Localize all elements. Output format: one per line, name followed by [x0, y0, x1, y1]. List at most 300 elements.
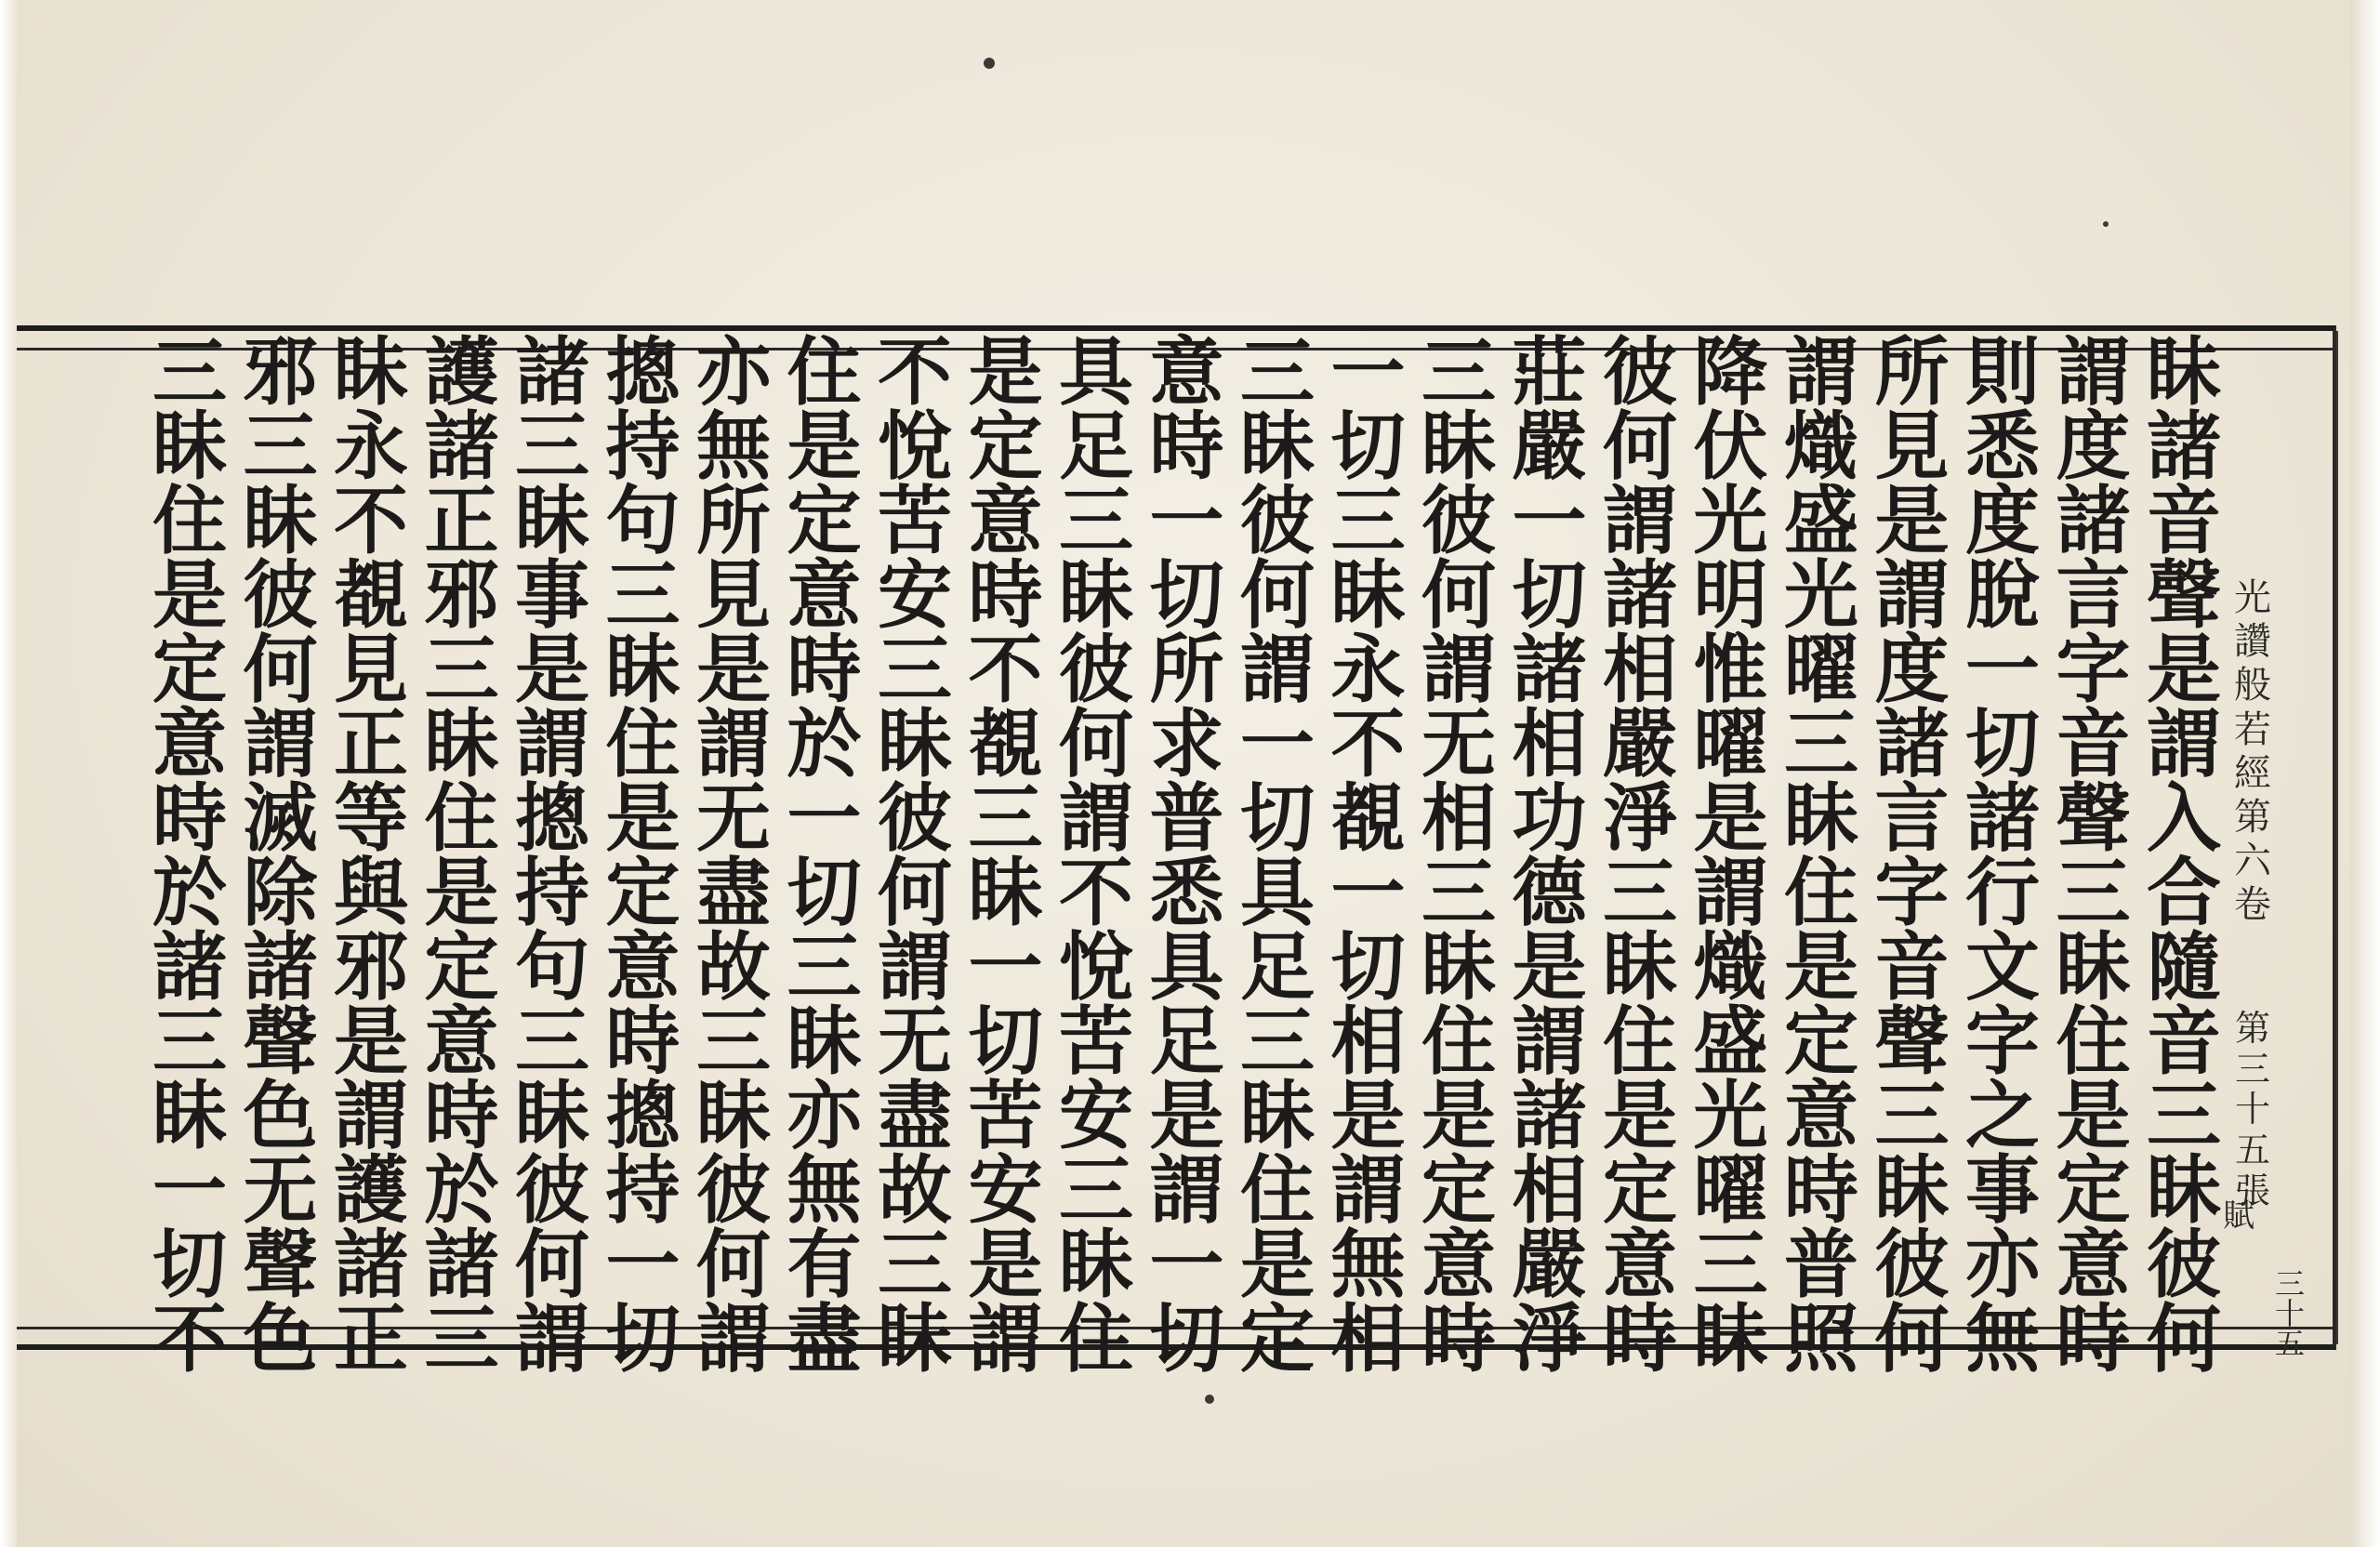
character: 是	[1784, 923, 1858, 1011]
center-fold-line	[2336, 331, 2338, 1344]
character: 眛	[1784, 774, 1858, 862]
character: 時	[1603, 1295, 1677, 1382]
character: 聲	[2147, 551, 2221, 639]
character: 所	[1149, 626, 1224, 713]
character: 謂	[243, 700, 318, 787]
character: 謂	[1059, 774, 1133, 862]
text-column	[1506, 328, 1593, 1382]
character: 字	[2056, 626, 2131, 713]
character: 苦	[878, 477, 952, 564]
character: 故	[878, 1146, 952, 1234]
character: 是	[515, 626, 589, 713]
character: 永	[1330, 626, 1406, 713]
character: 意	[605, 923, 681, 1011]
character: 時	[787, 626, 862, 713]
character: 眛	[878, 1295, 952, 1382]
character: 彼	[696, 1146, 771, 1234]
character: 求	[1149, 700, 1224, 787]
character: 是	[1149, 1072, 1224, 1159]
character: 正	[334, 1295, 408, 1382]
character: 眛	[243, 477, 318, 564]
character: 德	[1512, 849, 1587, 936]
text-column	[1778, 328, 1865, 1382]
character: 謂	[515, 1295, 589, 1382]
character: 不	[1330, 700, 1406, 787]
character: 三	[878, 1221, 952, 1308]
character: 意	[787, 551, 862, 639]
text-column	[1144, 328, 1231, 1382]
character: 三	[515, 403, 589, 490]
character: 相	[1421, 774, 1496, 862]
character: 眛	[1421, 403, 1496, 490]
character: 三	[1784, 700, 1858, 787]
character: 意	[968, 477, 1043, 564]
text-column	[1234, 328, 1321, 1382]
character: 三	[1874, 1072, 1950, 1159]
character: 足	[1149, 998, 1224, 1085]
character: 住	[787, 328, 862, 416]
text-column	[237, 328, 324, 1382]
character: 意	[424, 998, 499, 1085]
character: 合	[2147, 849, 2221, 936]
character: 一	[968, 923, 1043, 1011]
character: 無	[1330, 1221, 1406, 1308]
character: 眛	[152, 1072, 227, 1159]
text-column	[1415, 328, 1502, 1382]
character: 三	[515, 998, 589, 1085]
character: 悉	[1149, 849, 1224, 936]
character: 謂	[968, 1295, 1043, 1382]
character: 具	[1149, 923, 1224, 1011]
text-column	[2050, 328, 2137, 1382]
character: 三	[968, 774, 1043, 862]
character: 眛	[424, 700, 499, 787]
character: 何	[1874, 1295, 1950, 1382]
character: 度	[2056, 403, 2131, 490]
character: 彼	[2147, 1221, 2221, 1308]
character: 是	[424, 849, 499, 936]
character: 熾	[1784, 403, 1858, 490]
character: 時	[152, 774, 227, 862]
character: 曜	[1693, 1146, 1768, 1234]
character: 句	[605, 477, 681, 564]
character: 是	[1603, 1072, 1677, 1159]
character: 三	[696, 998, 771, 1085]
text-column	[600, 328, 687, 1382]
character: 一	[1512, 477, 1587, 564]
character: 亦	[696, 328, 771, 416]
character: 諸	[515, 328, 589, 416]
character: 普	[1149, 774, 1224, 862]
character: 淨	[1512, 1295, 1587, 1382]
character: 是	[968, 1221, 1043, 1308]
character: 音	[1874, 923, 1950, 1011]
character: 安	[1059, 1072, 1133, 1159]
character: 無	[696, 403, 771, 490]
character: 悅	[1059, 923, 1133, 1011]
character: 一	[605, 1221, 681, 1308]
character: 見	[696, 551, 771, 639]
character: 意	[2056, 1221, 2131, 1308]
character: 相	[1512, 1146, 1587, 1234]
character: 住	[1784, 849, 1858, 936]
character: 苦	[1059, 998, 1133, 1085]
character: 時	[1149, 403, 1224, 490]
character: 嚴	[1512, 403, 1587, 490]
character: 一	[1149, 477, 1224, 564]
character: 意	[152, 700, 227, 787]
character: 與	[334, 849, 408, 936]
character: 諸	[424, 1221, 499, 1308]
character: 嚴	[1512, 1221, 1587, 1308]
text-column	[2140, 328, 2228, 1382]
character: 三	[605, 551, 681, 639]
character: 功	[1512, 774, 1587, 862]
text-column	[781, 328, 868, 1382]
character: 是	[1330, 1072, 1406, 1159]
character: 切	[605, 1295, 681, 1382]
character: 何	[1603, 403, 1677, 490]
character: 眛	[1240, 1072, 1315, 1159]
character: 三	[152, 328, 227, 416]
character: 三	[2056, 849, 2131, 936]
character: 行	[1965, 849, 2040, 936]
character: 邪	[243, 328, 318, 416]
character: 光	[1693, 1072, 1768, 1159]
character: 亦	[1965, 1221, 2040, 1308]
character: 聲	[243, 1221, 318, 1308]
character: 亦	[787, 1072, 862, 1159]
character: 眛	[2147, 328, 2221, 416]
character: 盡	[696, 849, 771, 936]
character: 三	[152, 998, 227, 1085]
character: 一	[1240, 700, 1315, 787]
character: 諸	[1874, 700, 1950, 787]
text-column	[1325, 328, 1412, 1382]
character: 伏	[1693, 403, 1768, 490]
character: 曜	[1784, 626, 1858, 713]
character: 切	[1149, 551, 1224, 639]
character: 意	[1421, 1221, 1496, 1308]
character: 謂	[1149, 1146, 1224, 1234]
text-column	[871, 328, 959, 1382]
character: 彼	[878, 774, 952, 862]
character: 眛	[696, 1072, 771, 1159]
character: 持	[605, 403, 681, 490]
character: 除	[243, 849, 318, 936]
character: 盛	[1784, 477, 1858, 564]
character: 足	[1240, 923, 1315, 1011]
character: 定	[1240, 1295, 1315, 1382]
character: 切	[1330, 923, 1406, 1011]
character: 摠	[605, 328, 681, 416]
character: 謂	[2056, 328, 2131, 416]
character: 眛	[515, 477, 589, 564]
character: 眛	[787, 998, 862, 1085]
character: 見	[1874, 403, 1950, 490]
character: 音	[2056, 700, 2131, 787]
character: 不	[152, 1295, 227, 1382]
character: 具	[1059, 328, 1133, 416]
character: 度	[1965, 477, 2040, 564]
character: 切	[787, 849, 862, 936]
character: 色	[243, 1295, 318, 1382]
character: 是	[2147, 626, 2221, 713]
character: 三	[1240, 328, 1315, 416]
character: 住	[424, 774, 499, 862]
character: 彼	[243, 551, 318, 639]
character: 邪	[424, 551, 499, 639]
character: 脫	[1965, 551, 2040, 639]
character: 何	[1240, 551, 1315, 639]
character: 時	[424, 1072, 499, 1159]
character: 聲	[1874, 998, 1950, 1085]
character: 正	[334, 700, 408, 787]
character: 彼	[1421, 477, 1496, 564]
character: 切	[1149, 1295, 1224, 1382]
text-column	[418, 328, 506, 1382]
character: 不	[968, 626, 1043, 713]
character: 無	[787, 1146, 862, 1234]
character: 普	[1784, 1221, 1858, 1308]
character: 三	[1421, 849, 1496, 936]
character: 正	[424, 477, 499, 564]
character: 何	[1421, 551, 1496, 639]
character: 是	[2056, 1072, 2131, 1159]
character: 音	[2147, 998, 2221, 1085]
character: 護	[334, 1146, 408, 1234]
character: 不	[878, 328, 952, 416]
character: 一	[1330, 849, 1406, 936]
character: 降	[1693, 328, 1768, 416]
character: 謂	[1421, 626, 1496, 713]
ink-speck	[984, 58, 995, 69]
character: 是	[1874, 477, 1950, 564]
character: 事	[1965, 1146, 2040, 1234]
character: 不	[334, 477, 408, 564]
character: 護	[424, 328, 499, 416]
ink-speck	[2103, 221, 2109, 227]
character: 盡	[878, 1072, 952, 1159]
character: 何	[1059, 700, 1133, 787]
character: 句	[515, 923, 589, 1011]
text-column	[1687, 328, 1775, 1382]
character: 定	[968, 403, 1043, 490]
character: 一	[787, 774, 862, 862]
character: 度	[1874, 626, 1950, 713]
character: 足	[1059, 403, 1133, 490]
character: 三	[2147, 1072, 2221, 1159]
carver-mark: 賦	[2223, 1197, 2254, 1235]
character: 何	[696, 1221, 771, 1308]
character: 等	[334, 774, 408, 862]
character: 眛	[878, 700, 952, 787]
character: 是	[152, 551, 227, 639]
character: 持	[605, 1146, 681, 1234]
character: 眛	[968, 849, 1043, 936]
character: 之	[1965, 1072, 2040, 1159]
character: 無	[1965, 1295, 2040, 1382]
character: 諸	[2056, 477, 2131, 564]
character: 彼	[1059, 626, 1133, 713]
character: 意	[1603, 1221, 1677, 1308]
text-column	[1959, 328, 2046, 1382]
character: 謂	[1603, 477, 1677, 564]
character: 苦	[968, 1072, 1043, 1159]
character: 是	[968, 328, 1043, 416]
character: 三	[878, 626, 952, 713]
character: 諸	[1965, 774, 2040, 862]
character: 住	[152, 477, 227, 564]
character: 覩	[968, 700, 1043, 787]
character: 彼	[1874, 1221, 1950, 1308]
page-left-edge	[0, 0, 17, 1547]
character: 住	[1603, 998, 1677, 1085]
character: 三	[424, 1295, 499, 1382]
text-column	[1596, 328, 1684, 1382]
character: 彼	[1603, 328, 1677, 416]
character: 住	[2056, 998, 2131, 1085]
sheet-index: 三十五	[2274, 1266, 2305, 1361]
character: 三	[1603, 849, 1677, 936]
character: 是	[1421, 1072, 1496, 1159]
character: 眛	[1059, 1221, 1133, 1308]
character: 悉	[1965, 403, 2040, 490]
character: 是	[1512, 923, 1587, 1011]
character: 何	[243, 626, 318, 713]
character: 无	[696, 774, 771, 862]
character: 邪	[334, 923, 408, 1011]
character: 照	[1784, 1295, 1858, 1382]
character: 覩	[1330, 774, 1406, 862]
character: 三	[1693, 1221, 1768, 1308]
character: 无	[878, 998, 952, 1085]
character: 切	[1965, 700, 2040, 787]
character: 字	[1965, 998, 2040, 1085]
character: 何	[878, 849, 952, 936]
text-column	[509, 328, 596, 1382]
character: 音	[2147, 477, 2221, 564]
character: 盡	[787, 1295, 862, 1382]
character: 三	[1330, 477, 1406, 564]
character: 時	[2056, 1295, 2131, 1382]
character: 色	[243, 1072, 318, 1159]
character: 三	[1421, 328, 1496, 416]
character: 聲	[2056, 774, 2131, 862]
character: 一	[152, 1146, 227, 1234]
character: 是	[1693, 774, 1768, 862]
character: 切	[152, 1221, 227, 1308]
character: 眛	[515, 1072, 589, 1159]
character: 光	[1693, 477, 1768, 564]
character: 於	[424, 1146, 499, 1234]
text-column	[1052, 328, 1140, 1382]
character: 三	[1059, 477, 1133, 564]
character: 悅	[878, 403, 952, 490]
character: 熾	[1693, 923, 1768, 1011]
character: 是	[787, 403, 862, 490]
character: 謂	[696, 700, 771, 787]
character: 淨	[1603, 774, 1677, 862]
character: 見	[334, 626, 408, 713]
character: 有	[787, 1221, 862, 1308]
sheet-number: 第三十五張	[2234, 1008, 2270, 1211]
character: 是	[334, 998, 408, 1085]
character: 眛	[1059, 551, 1133, 639]
text-column	[327, 328, 415, 1382]
character: 謂	[696, 1295, 771, 1382]
character: 言	[1874, 774, 1950, 862]
character: 安	[968, 1146, 1043, 1234]
character: 摠	[515, 774, 589, 862]
character: 意	[1784, 1072, 1858, 1159]
page-gutter	[2350, 0, 2380, 1547]
character: 相	[1603, 626, 1677, 713]
character: 定	[1421, 1146, 1496, 1234]
character: 嚴	[1603, 700, 1677, 787]
character: 相	[1512, 700, 1587, 787]
character: 定	[1784, 998, 1858, 1085]
character: 无	[243, 1146, 318, 1234]
character: 滅	[243, 774, 318, 862]
character: 聲	[243, 998, 318, 1085]
character: 時	[968, 551, 1043, 639]
character: 謂	[2147, 700, 2221, 787]
sutra-title: 光讚般若經第六卷	[2234, 576, 2271, 927]
character: 三	[1059, 1146, 1133, 1234]
character: 眛	[1421, 923, 1496, 1011]
character: 諸	[424, 403, 499, 490]
character: 切	[1240, 774, 1315, 862]
character: 諸	[1512, 1072, 1587, 1159]
character: 何	[2147, 1295, 2221, 1382]
character: 是	[1240, 1221, 1315, 1308]
character: 切	[1512, 551, 1587, 639]
character: 謂	[1874, 551, 1950, 639]
character: 相	[1330, 1295, 1406, 1382]
character: 住	[1240, 1146, 1315, 1234]
character: 三	[787, 923, 862, 1011]
character: 所	[696, 477, 771, 564]
text-column	[690, 328, 777, 1382]
character: 則	[1965, 328, 2040, 416]
character: 眛	[605, 626, 681, 713]
character: 故	[696, 923, 771, 1011]
character: 住	[1059, 1295, 1133, 1382]
character: 一	[1330, 328, 1406, 416]
character: 眛	[1603, 923, 1677, 1011]
character: 諸	[334, 1221, 408, 1308]
character: 謂	[515, 700, 589, 787]
character: 眛	[1874, 1146, 1950, 1234]
character: 相	[1330, 998, 1406, 1085]
ink-speck	[1205, 1395, 1214, 1404]
character: 光	[1784, 551, 1858, 639]
character: 眛	[152, 403, 227, 490]
character: 定	[2056, 1146, 2131, 1234]
character: 事	[515, 551, 589, 639]
character: 謂	[1784, 328, 1858, 416]
character: 定	[1603, 1146, 1677, 1234]
character: 文	[1965, 923, 2040, 1011]
character: 諸	[2147, 403, 2221, 490]
character: 時	[1784, 1146, 1858, 1234]
character: 眛	[1240, 403, 1315, 490]
character: 三	[424, 626, 499, 713]
character: 眛	[1330, 551, 1406, 639]
character: 定	[787, 477, 862, 564]
character: 三	[1240, 998, 1315, 1085]
